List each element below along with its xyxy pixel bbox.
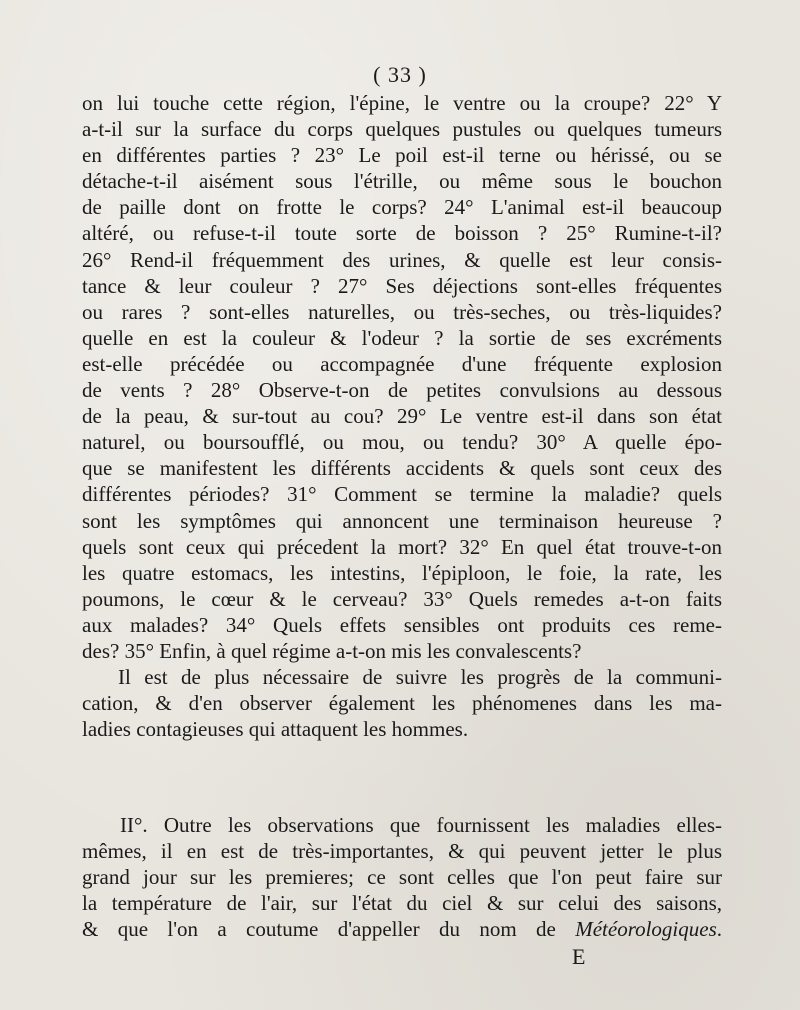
text-line: détache-t-il aisément sous l'étrille, ou même sous le bouchon	[82, 169, 722, 194]
text-line: quels sont ceux qui précedent la mort? 32° En quel état trouve-t-on	[82, 534, 722, 559]
text-line: de la peau, & sur-tout au cou? 29° Le ventre est-il dans son état	[82, 404, 722, 429]
text-line: naturel, ou boursoufflé, ou mou, ou tendu? 30° A quelle épo-	[82, 430, 722, 455]
text-line: différentes périodes? 31° Comment se termine la maladie? quels	[82, 482, 722, 507]
paragraph-questions	[82, 90, 722, 742]
text-line: sont les symptômes qui annoncent une terminaison heureuse ?	[82, 508, 722, 533]
italic-term: Météorologiques	[575, 917, 717, 942]
text-line: quelle en est la couleur & l'odeur ? la sortie de ses excréments	[82, 325, 722, 350]
text-line: II°. Outre les observations que fournissent les maladies elles-	[120, 813, 722, 837]
text-line: de paille dont on frotte le corps? 24° L'animal est-il beaucoup	[82, 195, 722, 220]
text-line: altéré, ou refuse-t-il toute sorte de boisson ? 25° Rumine-t-il?	[82, 221, 722, 246]
text-line: en différentes parties ? 23° Le poil est-il terne ou hérissé, ou se	[82, 143, 722, 168]
text-line: poumons, le cœur & le cerveau? 33° Quels remedes a-t-on faits	[82, 586, 722, 611]
text-line: est-elle précédée ou accompagnée d'une fréquente explosion	[82, 351, 722, 376]
text-line: les quatre estomacs, les intestins, l'épiploon, le foie, la rate, les	[82, 560, 722, 585]
signature-mark: E	[572, 944, 586, 969]
text-line: ladies contagieuses qui attaquent les hommes.	[82, 717, 469, 742]
final-line-start: & que l'on a coutume d'appeller du nom de	[82, 917, 576, 942]
text-line: cation, & d'en observer également les phénomenes dans les ma-	[82, 691, 722, 716]
text-line: que se manifestent les différents accidents & quels sont ceux des	[82, 456, 722, 481]
page-number: ( 33 )	[373, 62, 427, 87]
text-line: on lui touche cette région, l'épine, le ventre ou la croupe? 22° Y	[82, 91, 722, 115]
text-line: a-t-il sur la surface du corps quelques pustules ou quelques tumeurs	[82, 117, 722, 142]
text-line: des? 35° Enfin, à quel régime a-t-on mis les convalescents?	[82, 638, 582, 663]
final-line-end: .	[716, 917, 722, 942]
text-line: aux malades? 34° Quels effets sensibles ont produits ces reme-	[82, 612, 722, 637]
text-line: de vents ? 28° Observe-t-on de petites convulsions au dessous	[82, 378, 722, 403]
text-line: Il est de plus nécessaire de suivre les progrès de la communi-	[118, 665, 722, 690]
text-line: mêmes, il en est de très-importantes, & qui peuvent jetter le plus	[82, 839, 722, 864]
text-line: tance & leur couleur ? 27° Ses déjections sont-elles fréquentes	[82, 273, 722, 298]
text-line: grand jour sur les premieres; ce sont celles que l'on peut faire sur	[82, 865, 722, 890]
text-line: la température de l'air, sur l'état du ciel & sur celui des saisons,	[82, 891, 722, 916]
text-line-final	[82, 916, 722, 942]
text-line: 26° Rend-il fréquemment des urines, & quelle est leur consis-	[82, 247, 722, 272]
text-line: ou rares ? sont-elles naturelles, ou très-seches, ou très-liquides?	[82, 299, 722, 324]
paragraph-meteorology	[82, 812, 722, 942]
